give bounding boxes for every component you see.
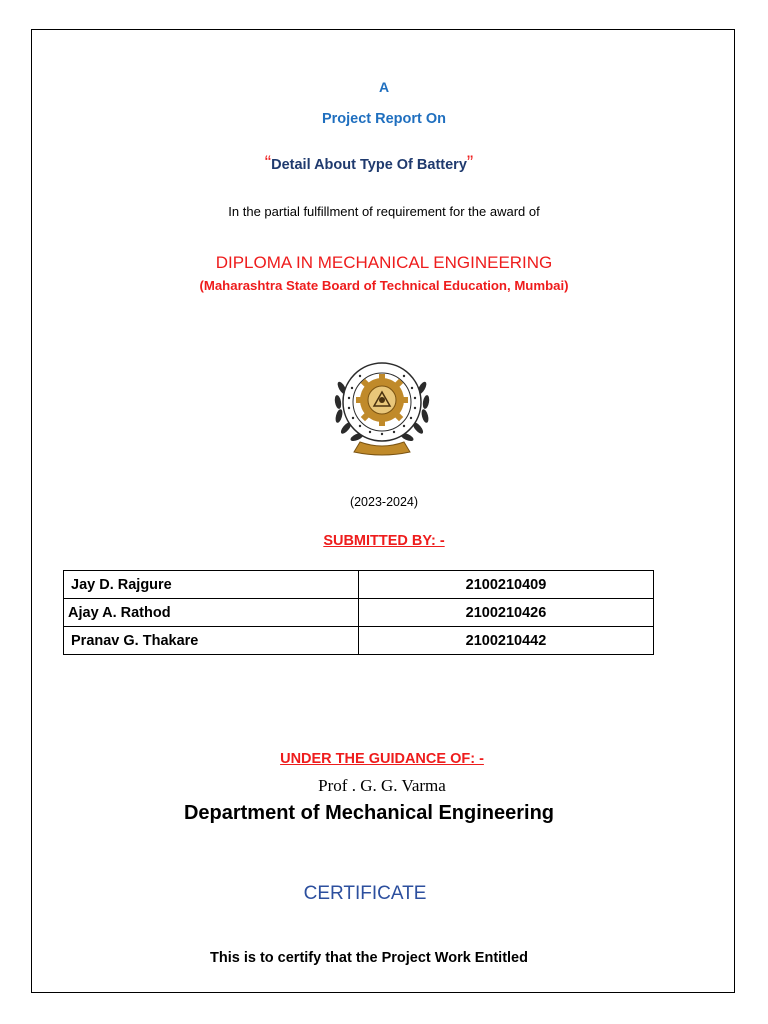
diploma-name: DIPLOMA IN MECHANICAL ENGINEERING xyxy=(215,253,553,272)
report-label: Project Report On xyxy=(321,111,447,127)
student-roll: 2100210409 xyxy=(359,571,654,599)
guidance-heading: UNDER THE GUIDANCE OF: - xyxy=(280,751,484,767)
student-name: Jay D. Rajgure xyxy=(64,571,359,599)
student-roll: 2100210442 xyxy=(359,627,654,655)
student-name: Pranav G. Thakare xyxy=(64,627,359,655)
guide-name: Prof . G. G. Varma xyxy=(318,776,446,795)
a-line: A xyxy=(378,79,390,95)
student-roll: 2100210426 xyxy=(359,599,654,627)
certificate-heading: CERTIFICATE xyxy=(303,883,427,904)
close-quote: ” xyxy=(466,153,474,174)
table-row xyxy=(64,599,654,627)
submitted-by-heading: SUBMITTED BY: - xyxy=(323,533,445,549)
students-table xyxy=(63,570,654,655)
open-quote: “ xyxy=(264,153,272,174)
board-name: (Maharashtra State Board of Technical Education, Mumbai) xyxy=(199,278,569,293)
award-text: In the partial fulfillment of requirement for the award of xyxy=(228,204,540,219)
project-title xyxy=(0,153,753,175)
table-row xyxy=(64,627,654,655)
project-title-text: Detail About Type Of Battery xyxy=(271,157,467,173)
academic-year: (2023-2024) xyxy=(349,495,419,509)
table-row xyxy=(64,571,654,599)
college-emblem-icon xyxy=(330,358,434,458)
student-name: Ajay A. Rathod xyxy=(64,599,359,627)
certificate-text: This is to certify that the Project Work Entitled xyxy=(210,950,528,966)
department-name: Department of Mechanical Engineering xyxy=(183,802,555,824)
